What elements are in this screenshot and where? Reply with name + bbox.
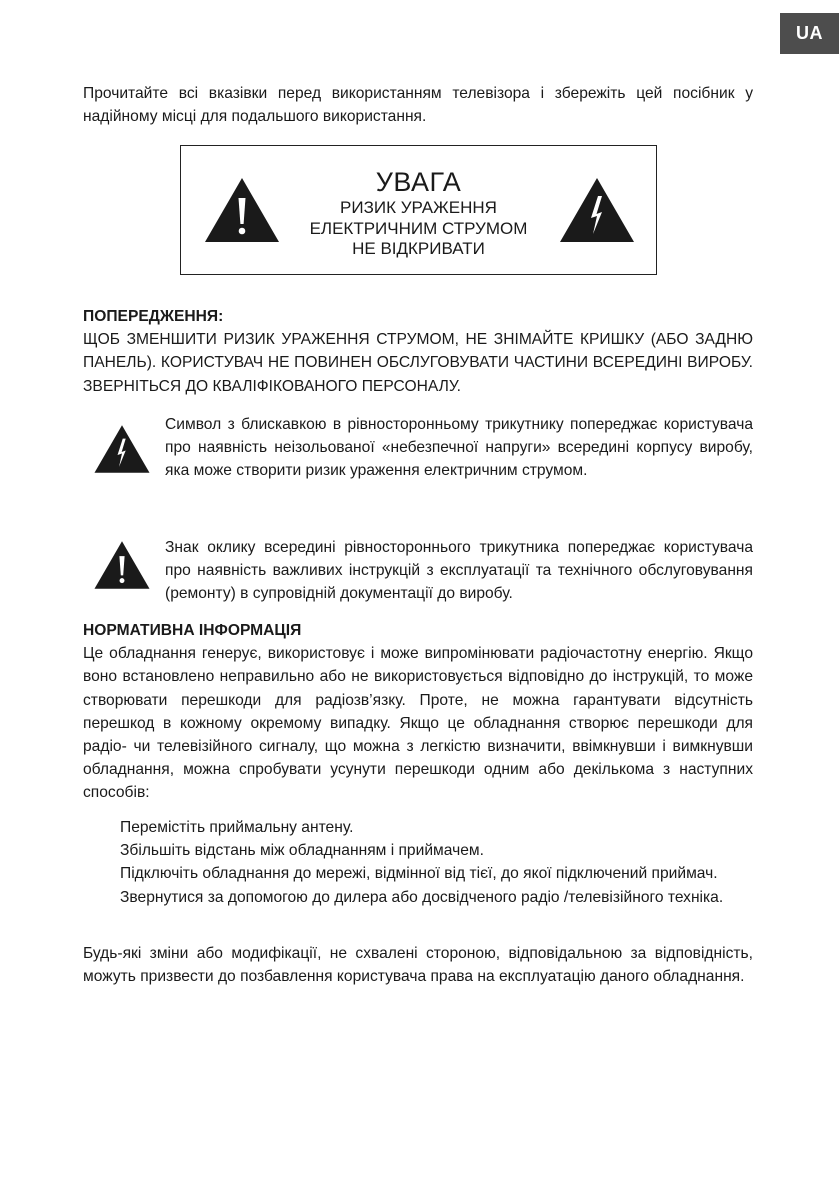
exclamation-symbol-text: Знак оклику всередині рівностороннього трикутника попереджає користувача про наявність важливих інструкцій з експлуатації та технічного обслуговування (ремонту) в супровідній документації до виробу. [165, 539, 753, 603]
lightning-symbol-row [83, 413, 753, 483]
precaution-section [83, 305, 753, 398]
intro-text: Прочитайте всі вказівки перед використанням телевізора і збережіть цей посібник у надійному місці для подальшого використання. [83, 85, 753, 126]
lightning-triangle-icon [93, 423, 151, 475]
list-item: Перемістіть приймальну антену. [120, 819, 354, 836]
normative-text: Це обладнання генерує, використовує і може випромінювати радіочастотну енергію. Якщо воно встановлено неправильно або не використовується відповідно до інструкцій, то може створювати перешкоди для радіозв’язку. Проте, не можна гарантувати відсутність перешкод в кожному окремому випадку. Якщо це обладнання створює перешкоди для радіо- чи телевізійного сигналу, що можна з легкістю визначити, ввімкнувши і вимкнувши обладнання, можна спробувати усунути перешкоди одним або декількома з наступних способів: [83, 645, 753, 802]
exclamation-triangle-icon [93, 539, 151, 591]
warning-line-2: ЕЛЕКТРИЧНИМ СТРУМОМ [309, 218, 528, 238]
normative-heading: НОРМАТИВНА ІНФОРМАЦІЯ [83, 622, 302, 639]
closing-text: Будь-які зміни або модифікації, не схвалені стороною, відповідальною за відповідність, можуть призвести до позбавлення користувача права на експлуатацію даного обладнання. [83, 945, 753, 986]
measures-list [120, 816, 753, 909]
exclamation-symbol-row [83, 536, 753, 606]
language-tab: UA [780, 13, 839, 54]
warning-title: УВАГА [375, 167, 462, 197]
exclamation-triangle-icon [203, 176, 281, 244]
warning-line-1: РИЗИК УРАЖЕННЯ [340, 198, 497, 217]
warning-box [180, 145, 657, 275]
lightning-symbol-text: Символ з блискавкою в рівносторонньому трикутнику попереджає користувача про наявність неізольованої «небезпечної напруги» всередині корпусу виробу, яка може створити ризик ураження електричним струмом. [165, 416, 753, 480]
list-item: Звернутися за допомогою до дилера або досвідченого радіо /телевізійного техніка. [120, 888, 724, 906]
normative-section [83, 619, 753, 805]
precaution-heading: ПОПЕРЕДЖЕННЯ: [83, 308, 224, 325]
list-item: Збільшіть відстань між обладнанням і приймачем. [120, 842, 484, 860]
list-item: Підключіть обладнання до мережі, відмінної від тієї, до якої підключений приймач. [120, 865, 718, 883]
lightning-triangle-icon [558, 176, 636, 244]
precaution-text: ЩОБ ЗМЕНШИТИ РИЗИК УРАЖЕННЯ СТРУМОМ, НЕ ЗНІМАЙТЕ КРИШКУ (АБО ЗАДНЮ ПАНЕЛЬ). КОРИСТУВАЧ НЕ ПОВИНЕН ОБСЛУГОВУВАТИ ЧАСТИНИ ВСЕРЕДИНІ ВИРОБУ. ЗВЕРНІТЬСЯ ДО КВАЛІФІКОВАНОГО ПЕРСОНАЛУ. [83, 331, 753, 395]
warning-line-3: НЕ ВІДКРИВАТИ [352, 239, 485, 258]
